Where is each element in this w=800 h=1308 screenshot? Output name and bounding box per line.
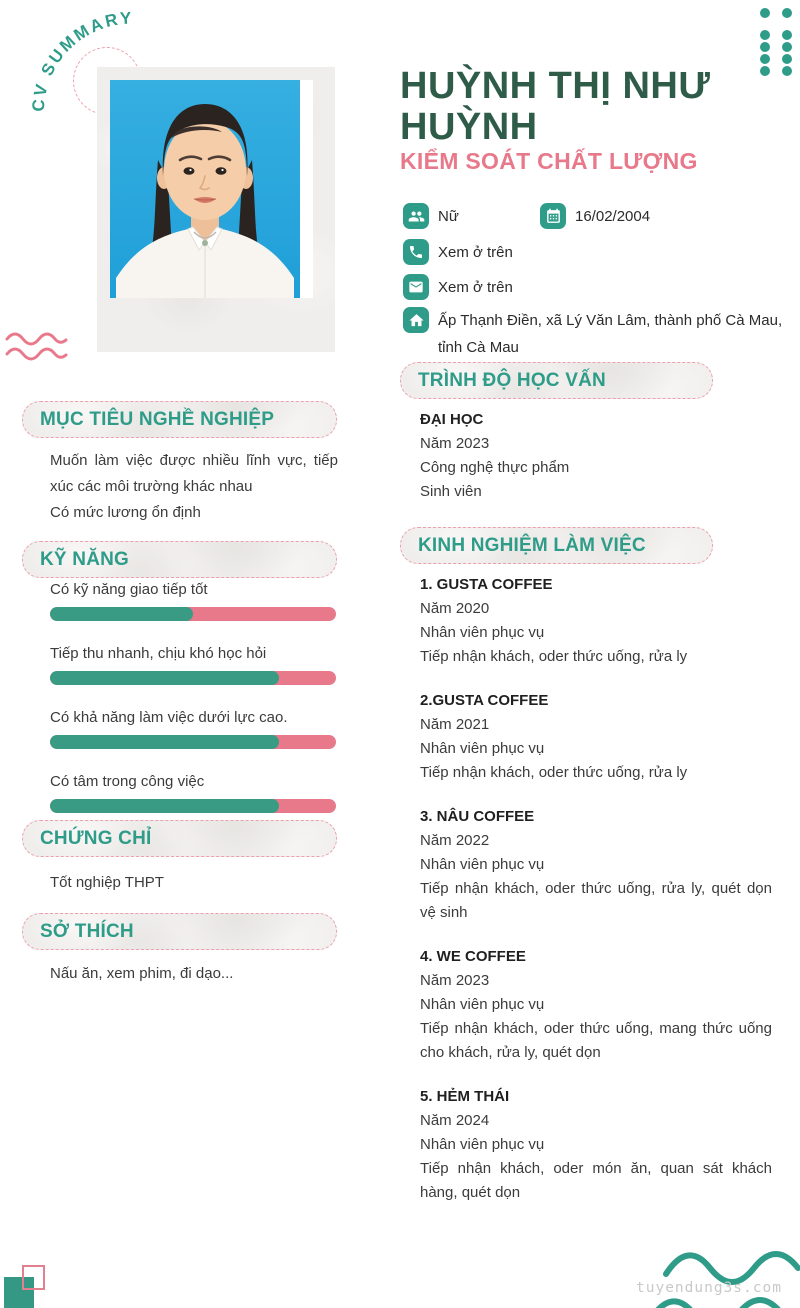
objective-text bbox=[50, 448, 338, 526]
skills-list bbox=[50, 579, 336, 835]
phone-row bbox=[403, 239, 513, 265]
dot bbox=[782, 42, 792, 52]
section-skills-header bbox=[22, 541, 337, 578]
portrait-illustration bbox=[110, 80, 300, 298]
email-value: Xem ở trên bbox=[438, 278, 513, 296]
section-experience-header bbox=[400, 527, 713, 564]
dot bbox=[782, 30, 792, 40]
section-title: KINH NGHIỆM LÀM VIỆC bbox=[418, 534, 646, 556]
dot bbox=[760, 66, 770, 76]
pink-waves-decoration bbox=[4, 326, 70, 366]
skill-bar bbox=[50, 671, 336, 685]
job-year: Năm 2021 bbox=[420, 716, 490, 733]
job-role: Nhân viên phục vụ bbox=[420, 624, 545, 641]
job-company: 3. NÂU COFFEE bbox=[420, 808, 535, 825]
watermark: tuyendung3s.com bbox=[636, 1280, 782, 1296]
section-title: MỤC TIÊU NGHỀ NGHIỆP bbox=[40, 408, 275, 430]
dot bbox=[760, 30, 770, 40]
dot bbox=[782, 66, 792, 76]
dot-row bbox=[760, 66, 800, 76]
skill-item bbox=[50, 707, 336, 749]
text-line: Có mức lương ổn định bbox=[50, 504, 201, 521]
gender-value: Nữ bbox=[438, 207, 459, 225]
job-company: 2.GUSTA COFFEE bbox=[420, 692, 549, 709]
job-year: Năm 2020 bbox=[420, 600, 490, 617]
profile-photo bbox=[110, 80, 313, 298]
text-line: Công nghệ thực phẩm bbox=[420, 459, 570, 476]
skill-label: Có khả năng làm việc dưới lực cao. bbox=[50, 709, 288, 726]
dot-row bbox=[760, 42, 800, 52]
birthday-row bbox=[540, 203, 650, 229]
address-value: Ấp Thạnh Điền, xã Lý Văn Lâm, thành phố Cà Mau, tỉnh Cà Mau bbox=[438, 312, 783, 356]
skill-bar-fill bbox=[50, 799, 279, 813]
skill-label: Có tâm trong công việc bbox=[50, 773, 205, 790]
cv-summary-text: CV SUMMARY bbox=[28, 8, 135, 113]
section-title: KỸ NĂNG bbox=[40, 548, 130, 570]
job-year: Năm 2022 bbox=[420, 832, 490, 849]
job-description: Tiếp nhận khách, oder thức uống, mang thức uống cho khách, rửa ly, quét dọn bbox=[420, 1020, 772, 1061]
section-title: CHỨNG CHỈ bbox=[40, 827, 152, 849]
teal-waves-decoration bbox=[638, 1238, 800, 1308]
skill-item bbox=[50, 643, 336, 685]
dot bbox=[782, 54, 792, 64]
skill-item bbox=[50, 771, 336, 813]
home-icon bbox=[403, 307, 429, 333]
pink-square-decoration bbox=[22, 1265, 45, 1290]
job-description: Tiếp nhận khách, oder món ăn, quan sát khách hàng, quét dọn bbox=[420, 1160, 772, 1201]
email-icon bbox=[403, 274, 429, 300]
job-role: Nhân viên phục vụ bbox=[420, 1136, 545, 1153]
job-title: KIỂM SOÁT CHẤT LƯỢNG bbox=[400, 148, 698, 174]
job-description: Tiếp nhận khách, oder thức uống, rửa ly bbox=[420, 648, 688, 665]
skill-bar-fill bbox=[50, 735, 279, 749]
skill-bar bbox=[50, 607, 336, 621]
skill-label: Có kỹ năng giao tiếp tốt bbox=[50, 581, 208, 598]
skill-label: Tiếp thu nhanh, chịu khó học hỏi bbox=[50, 645, 267, 662]
dot bbox=[760, 42, 770, 52]
phone-icon bbox=[403, 239, 429, 265]
job-role: Nhân viên phục vụ bbox=[420, 996, 545, 1013]
experience-list bbox=[420, 573, 772, 1225]
text-line: Sinh viên bbox=[420, 483, 482, 500]
dot bbox=[760, 8, 770, 18]
job-company: 4. WE COFFEE bbox=[420, 948, 526, 965]
gender-row bbox=[403, 203, 459, 229]
dot-grid-decoration bbox=[760, 8, 800, 78]
education-degree: ĐẠI HỌC bbox=[420, 411, 484, 428]
education-block bbox=[420, 408, 772, 504]
job-role: Nhân viên phục vụ bbox=[420, 856, 545, 873]
skill-bar-fill bbox=[50, 607, 193, 621]
text-line: Muốn làm việc được nhiều lĩnh vực, tiếp xúc các môi trường khác nhau bbox=[50, 452, 338, 495]
hobbies-text: Nấu ăn, xem phim, đi dạo... bbox=[50, 965, 234, 982]
dot-row bbox=[760, 30, 800, 40]
section-title: SỞ THÍCH bbox=[40, 920, 134, 942]
job-company: 1. GUSTA COFFEE bbox=[420, 576, 553, 593]
certificates-text: Tốt nghiệp THPT bbox=[50, 874, 164, 891]
job-item bbox=[420, 689, 772, 785]
job-role: Nhân viên phục vụ bbox=[420, 740, 545, 757]
job-item bbox=[420, 573, 772, 669]
section-education-header bbox=[400, 362, 713, 399]
section-hobbies-header bbox=[22, 913, 337, 950]
name-heading: HUỲNH THỊ NHƯ HUỲNH bbox=[400, 65, 711, 149]
job-item bbox=[420, 1085, 772, 1205]
text-line: Năm 2023 bbox=[420, 435, 490, 452]
skill-bar bbox=[50, 799, 336, 813]
job-description: Tiếp nhận khách, oder thức uống, rửa ly bbox=[420, 764, 688, 781]
section-certificates-header bbox=[22, 820, 337, 857]
skill-item bbox=[50, 579, 336, 621]
skill-bar bbox=[50, 735, 336, 749]
phone-value: Xem ở trên bbox=[438, 243, 513, 261]
dot bbox=[760, 54, 770, 64]
photo-card bbox=[97, 67, 335, 352]
address-row bbox=[403, 307, 790, 361]
education-lines bbox=[420, 432, 772, 504]
job-item bbox=[420, 945, 772, 1065]
section-objective-header bbox=[22, 401, 337, 438]
job-company: 5. HẺM THÁI bbox=[420, 1088, 510, 1105]
skill-bar-fill bbox=[50, 671, 279, 685]
dot-row bbox=[760, 54, 800, 64]
job-year: Năm 2024 bbox=[420, 1112, 490, 1129]
job-year: Năm 2023 bbox=[420, 972, 490, 989]
dot bbox=[782, 8, 792, 18]
gender-icon bbox=[403, 203, 429, 229]
section-title: TRÌNH ĐỘ HỌC VẤN bbox=[418, 369, 606, 391]
birthday-value: 16/02/2004 bbox=[575, 207, 651, 225]
dot-row bbox=[760, 8, 800, 18]
email-row bbox=[403, 274, 513, 300]
job-item bbox=[420, 805, 772, 925]
job-description: Tiếp nhận khách, oder thức uống, rửa ly, quét dọn vệ sinh bbox=[420, 880, 772, 921]
calendar-icon bbox=[540, 203, 566, 229]
